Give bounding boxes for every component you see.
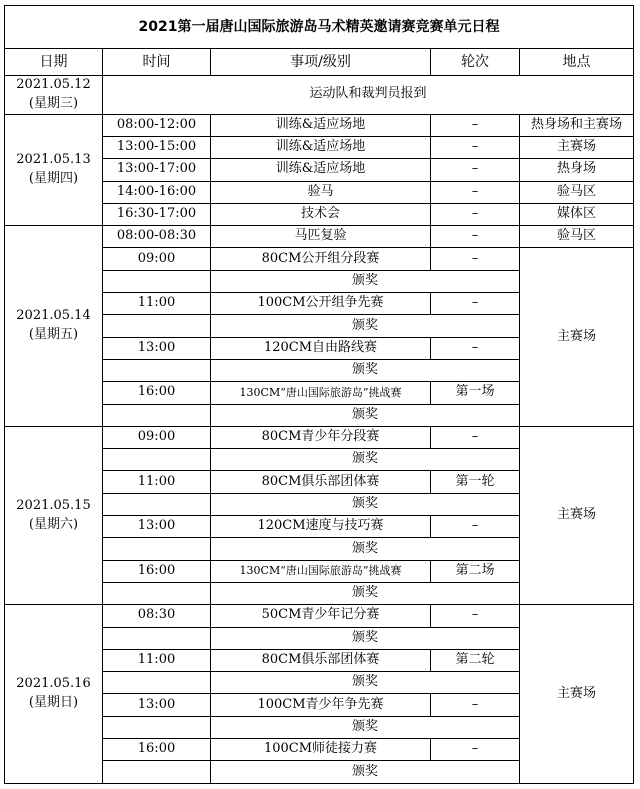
round-cell: – bbox=[431, 159, 520, 181]
time-cell: 11:00 bbox=[103, 293, 211, 315]
award-time-cell bbox=[103, 672, 211, 694]
event-cell: 训练&适应场地 bbox=[211, 136, 431, 158]
award-cell: 颁奖 bbox=[211, 582, 520, 604]
event-cell: 130CM“唐山国际旅游岛”挑战赛 bbox=[211, 560, 431, 582]
round-cell: – bbox=[431, 181, 520, 203]
award-time-cell bbox=[103, 538, 211, 560]
round-cell: – bbox=[431, 226, 520, 248]
header-time: 时间 bbox=[103, 49, 211, 76]
date-cell bbox=[5, 114, 103, 225]
event-cell: 80CM俱乐部团体赛 bbox=[211, 649, 431, 671]
weekday-text: (星期三) bbox=[28, 95, 79, 111]
time-cell: 13:00-15:00 bbox=[103, 136, 211, 158]
event-cell: 100CM青少年争先赛 bbox=[211, 694, 431, 716]
round-cell: – bbox=[431, 203, 520, 225]
time-cell: 09:00 bbox=[103, 248, 211, 270]
award-cell: 颁奖 bbox=[211, 672, 520, 694]
weekday-text: (星期六) bbox=[28, 516, 79, 532]
time-cell: 13:00-17:00 bbox=[103, 159, 211, 181]
time-cell: 13:00 bbox=[103, 516, 211, 538]
header-row bbox=[5, 49, 634, 76]
round-cell: 第一场 bbox=[431, 382, 520, 404]
round-cell: – bbox=[431, 426, 520, 448]
schedule-table bbox=[4, 5, 634, 784]
table-row bbox=[5, 226, 634, 248]
award-cell: 颁奖 bbox=[211, 493, 520, 515]
venue-cell: 热身场 bbox=[520, 159, 634, 181]
time-cell: 09:00 bbox=[103, 426, 211, 448]
award-cell: 颁奖 bbox=[211, 359, 520, 381]
award-time-cell bbox=[103, 627, 211, 649]
round-cell: – bbox=[431, 136, 520, 158]
table-row bbox=[5, 114, 634, 136]
time-cell: 08:30 bbox=[103, 605, 211, 627]
event-cell: 马匹复验 bbox=[211, 226, 431, 248]
event-cell: 120CM速度与技巧赛 bbox=[211, 516, 431, 538]
round-cell: – bbox=[431, 337, 520, 359]
award-time-cell bbox=[103, 582, 211, 604]
venue-cell: 主赛场 bbox=[520, 426, 634, 604]
award-time-cell bbox=[103, 270, 211, 292]
table-row bbox=[5, 76, 634, 115]
event-cell: 100CM师徒接力赛 bbox=[211, 739, 431, 761]
round-cell: 第二场 bbox=[431, 560, 520, 582]
round-cell: – bbox=[431, 739, 520, 761]
date-cell bbox=[5, 426, 103, 604]
time-cell: 11:00 bbox=[103, 471, 211, 493]
weekday-text: (星期日) bbox=[28, 695, 79, 711]
round-cell: – bbox=[431, 605, 520, 627]
award-time-cell bbox=[103, 404, 211, 426]
date-cell bbox=[5, 605, 103, 784]
award-cell: 颁奖 bbox=[211, 404, 520, 426]
time-cell: 16:30-17:00 bbox=[103, 203, 211, 225]
date-text: 2021.05.12 bbox=[16, 77, 91, 92]
award-time-cell bbox=[103, 315, 211, 337]
event-cell: 训练&适应场地 bbox=[211, 114, 431, 136]
event-cell: 验马 bbox=[211, 181, 431, 203]
event-cell: 120CM自由路线赛 bbox=[211, 337, 431, 359]
award-cell: 颁奖 bbox=[211, 315, 520, 337]
venue-cell: 媒体区 bbox=[520, 203, 634, 225]
venue-cell: 热身场和主赛场 bbox=[520, 114, 634, 136]
time-cell: 16:00 bbox=[103, 382, 211, 404]
award-cell: 颁奖 bbox=[211, 761, 520, 784]
table-row bbox=[5, 605, 634, 627]
date-text: 2021.05.14 bbox=[16, 308, 91, 324]
event-cell: 80CM公开组分段赛 bbox=[211, 248, 431, 270]
time-cell: 11:00 bbox=[103, 649, 211, 671]
time-cell: 16:00 bbox=[103, 560, 211, 582]
date-cell bbox=[5, 76, 103, 115]
venue-cell: 主赛场 bbox=[520, 605, 634, 784]
table-title: 2021第一届唐山国际旅游岛马术精英邀请赛竞赛单元日程 bbox=[5, 6, 634, 49]
award-cell: 颁奖 bbox=[211, 449, 520, 471]
award-time-cell bbox=[103, 359, 211, 381]
event-cell: 80CM俱乐部团体赛 bbox=[211, 471, 431, 493]
time-cell: 13:00 bbox=[103, 694, 211, 716]
round-cell: – bbox=[431, 248, 520, 270]
time-cell: 14:00-16:00 bbox=[103, 181, 211, 203]
venue-cell: 主赛场 bbox=[520, 136, 634, 158]
round-cell: 第二轮 bbox=[431, 649, 520, 671]
event-cell: 100CM公开组争先赛 bbox=[211, 293, 431, 315]
award-cell: 颁奖 bbox=[211, 538, 520, 560]
award-time-cell bbox=[103, 716, 211, 738]
event-cell: 技术会 bbox=[211, 203, 431, 225]
round-cell: – bbox=[431, 114, 520, 136]
event-cell: 50CM青少年记分赛 bbox=[211, 605, 431, 627]
weekday-text: (星期五) bbox=[28, 327, 79, 342]
round-cell: – bbox=[431, 694, 520, 716]
weekday-text: (星期四) bbox=[28, 170, 79, 186]
award-cell: 颁奖 bbox=[211, 270, 520, 292]
date-text: 2021.05.16 bbox=[16, 676, 91, 692]
time-cell: 08:00-08:30 bbox=[103, 226, 211, 248]
header-event: 事项/级别 bbox=[211, 49, 431, 76]
round-cell: – bbox=[431, 516, 520, 538]
date-text: 2021.05.13 bbox=[16, 152, 91, 168]
header-date: 日期 bbox=[5, 49, 103, 76]
table-row bbox=[5, 426, 634, 448]
venue-cell: 验马区 bbox=[520, 181, 634, 203]
award-cell: 颁奖 bbox=[211, 716, 520, 738]
time-cell: 16:00 bbox=[103, 739, 211, 761]
date-text: 2021.05.15 bbox=[16, 497, 91, 513]
header-round: 轮次 bbox=[431, 49, 520, 76]
round-cell: 第一轮 bbox=[431, 471, 520, 493]
time-cell: 13:00 bbox=[103, 337, 211, 359]
event-cell: 130CM“唐山国际旅游岛”挑战赛 bbox=[211, 382, 431, 404]
time-cell: 08:00-12:00 bbox=[103, 114, 211, 136]
day-note: 运动队和裁判员报到 bbox=[103, 76, 634, 115]
award-time-cell bbox=[103, 761, 211, 784]
date-cell bbox=[5, 226, 103, 427]
event-cell: 训练&适应场地 bbox=[211, 159, 431, 181]
round-cell: – bbox=[431, 293, 520, 315]
header-venue: 地点 bbox=[520, 49, 634, 76]
award-time-cell bbox=[103, 493, 211, 515]
venue-cell: 验马区 bbox=[520, 226, 634, 248]
award-cell: 颁奖 bbox=[211, 627, 520, 649]
venue-cell: 主赛场 bbox=[520, 248, 634, 426]
event-cell: 80CM青少年分段赛 bbox=[211, 426, 431, 448]
award-time-cell bbox=[103, 449, 211, 471]
